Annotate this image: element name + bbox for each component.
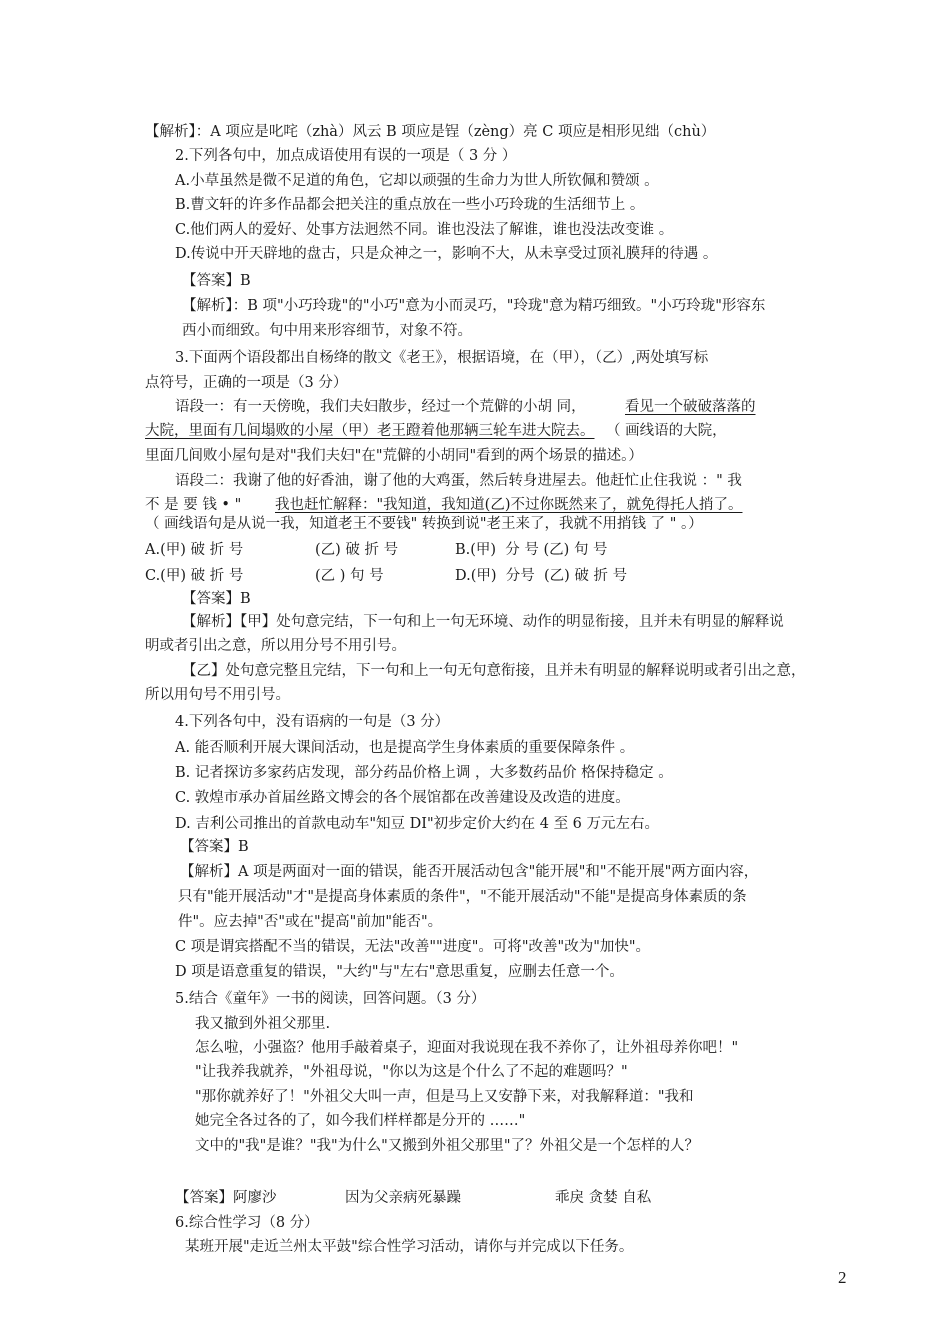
answer-label: 【答案】B bbox=[182, 591, 251, 607]
answer-label: 【答案】B bbox=[182, 273, 251, 289]
explanation-line: 【解析】【甲】处句意完结，下一句和上一句无环境、动作的明显衔接，且并未有明显的解释说 bbox=[182, 614, 784, 630]
option-a: A.(甲) 破 折 号 bbox=[145, 542, 244, 558]
explanation-line: 只有"能开展活动"才"是提高身体素质的条件"，"不能开展活动"不能"是提高身体素质的条 bbox=[178, 889, 747, 905]
text-line: 【解析】：A 项应是叱咤（zhà）风云 B 项应是锃（zèng）亮 C 项应是相形见绌（chù） bbox=[145, 124, 716, 140]
option-b: B. 记者探访多家药店发现，部分药品价格上调 ，大多数药品价 格保持稳定 。 bbox=[175, 765, 673, 781]
option-b: B.曹文轩的许多作品都会把关注的重点放在一些小巧玲珑的生活细节上 。 bbox=[175, 197, 645, 213]
passage-note: （ 画线语句是从说一我，知道老王不要钱" 转换到说"老王来了，我就不用捎钱 了 " 。） bbox=[145, 516, 703, 532]
option-a: A. 能否顺利开展大课间活动，也是提高学生身体素质的重要保障条件 。 bbox=[175, 740, 635, 756]
excerpt-line: "让我养我就养，"外祖母说，"你以为这是个什么了不起的难题吗？" bbox=[195, 1064, 628, 1080]
underlined-text: 看见一个破破落落的 bbox=[625, 399, 756, 415]
underlined-text: 我也赶忙解释："我知道，我知道(乙)不过你既然来了，就免得托人捎了。 bbox=[275, 497, 743, 513]
answer-label: 【答案】B bbox=[180, 839, 249, 855]
explanation-line: 件"。应去掉"否"或在"提高"前加"能否"。 bbox=[178, 914, 443, 930]
explanation-line: D 项是语意重复的错误，"大约"与"左右"意思重复，应删去任意一个。 bbox=[175, 964, 624, 980]
option-d: D.(甲) 分号 (乙) 破 折 号 bbox=[455, 568, 628, 584]
option-a: A.小草虽然是微不足道的角色，它却以顽强的生命力为世人所钦佩和赞颂 。 bbox=[175, 173, 659, 189]
question-2: 2.下列各句中，加点成语使用有误的一项是（ 3 分 ） bbox=[175, 148, 517, 164]
underlined-text: 大院，里面有几间塌败的小屋（甲）老王蹬着他那辆三轮车进大院去。 bbox=[145, 423, 595, 439]
option-c-part: (乙 ) 句 号 bbox=[315, 568, 384, 584]
question-prompt: 文中的"我"是谁？"我"为什么"又搬到外祖父那里"了？外祖父是一个怎样的人？ bbox=[195, 1138, 700, 1154]
excerpt-line: 怎么啦，小强盗？他用手敲着桌子，迎面对我说现在我不养你了，让外祖母养你吧！" bbox=[195, 1040, 739, 1056]
option-d: D.传说中开天辟地的盘古，只是众神之一，影响不大，从未享受过顶礼膜拜的待遇 。 bbox=[175, 246, 718, 262]
explanation-line: 所以用句号不用引号。 bbox=[145, 687, 290, 703]
explanation-line: 【解析】：B 项"小巧玲珑"的"小巧"意为小而灵巧，"玲珑"意为精巧细致。"小巧玲珑"形容东 bbox=[182, 298, 766, 314]
question-5: 5.结合《童年》一书的阅读，回答问题。（3 分） bbox=[175, 991, 486, 1007]
task-intro: 某班开展"走近兰州太平鼓"综合性学习活动，请你与并完成以下任务。 bbox=[185, 1239, 634, 1255]
explanation-line: 【乙】处句意完整且完结，下一句和上一句无句意衔接，且并未有明显的解释说明或者引出之意， bbox=[182, 663, 806, 679]
excerpt-line: "那你就养好了！"外祖父大叫一声，但是马上又安静下来，对我解释道："我和 bbox=[195, 1089, 694, 1105]
page-number: 2 bbox=[838, 1268, 847, 1287]
option-a-part: (乙) 破 折 号 bbox=[315, 542, 399, 558]
answer-part: 乖戾 贪婪 自私 bbox=[555, 1190, 652, 1206]
option-c: C. 敦煌市承办首届丝路文博会的各个展馆都在改善建设及改造的进度。 bbox=[175, 790, 630, 806]
question-3: 3.下面两个语段都出自杨绛的散文《老王》，根据语境，在（甲），（乙）,两处填写标 bbox=[175, 350, 709, 366]
explanation-line: 明或者引出之意，所以用分号不用引号。 bbox=[145, 638, 406, 654]
excerpt-line: 我又撤到外祖父那里. bbox=[195, 1016, 331, 1032]
passage-line: 语段一：有一天傍晚，我们夫妇散步，经过一个荒僻的小胡 同， bbox=[175, 399, 586, 415]
option-c: C.(甲) 破 折 号 bbox=[145, 568, 244, 584]
answer-part: 因为父亲病死暴躁 bbox=[345, 1190, 461, 1206]
explanation-line: C 项是谓宾搭配不当的错误，无法"改善""进度"。可将"改善"改为"加快"。 bbox=[175, 939, 651, 955]
explanation-line: 【解析】A 项是两面对一面的错误，能否开展活动包含"能开展"和"不能开展"两方面内容， bbox=[180, 864, 759, 880]
option-b: B.(甲) 分 号 (乙) 句 号 bbox=[455, 542, 608, 558]
question-3-cont: 点符号，正确的一项是（3 分） bbox=[145, 375, 348, 391]
excerpt-line: 她完全各过各的了，如今我们样样都是分开的 ……" bbox=[195, 1113, 526, 1129]
explanation-line: 西小而细致。句中用来形容细节，对象不符。 bbox=[182, 323, 472, 339]
option-d: D. 吉利公司推出的首款电动车"知豆 DI"初步定价大约在 4 至 6 万元左右。 bbox=[175, 816, 660, 832]
option-c: C.他们两人的爱好、处事方法迥然不同。谁也没法了解谁，谁也没法改变谁 。 bbox=[175, 222, 674, 238]
question-4: 4.下列各句中，没有语病的一句是（3 分） bbox=[175, 714, 450, 730]
passage-note: （ 画线语的大院， bbox=[606, 423, 727, 439]
passage-note: 里面几间败小屋句是对"我们夫妇"在"荒僻的小胡同"看到的两个场景的描述。） bbox=[145, 448, 643, 464]
answer-label: 【答案】阿廖沙 bbox=[175, 1190, 277, 1206]
question-6: 6.综合性学习（8 分） bbox=[175, 1215, 319, 1231]
passage-line: 语段二：我谢了他的好香油，谢了他的大鸡蛋，然后转身进屋去。他赶忙止住我说 ：" 我 bbox=[175, 473, 742, 489]
passage-line: 不 是 要 钱 • " bbox=[145, 497, 242, 513]
